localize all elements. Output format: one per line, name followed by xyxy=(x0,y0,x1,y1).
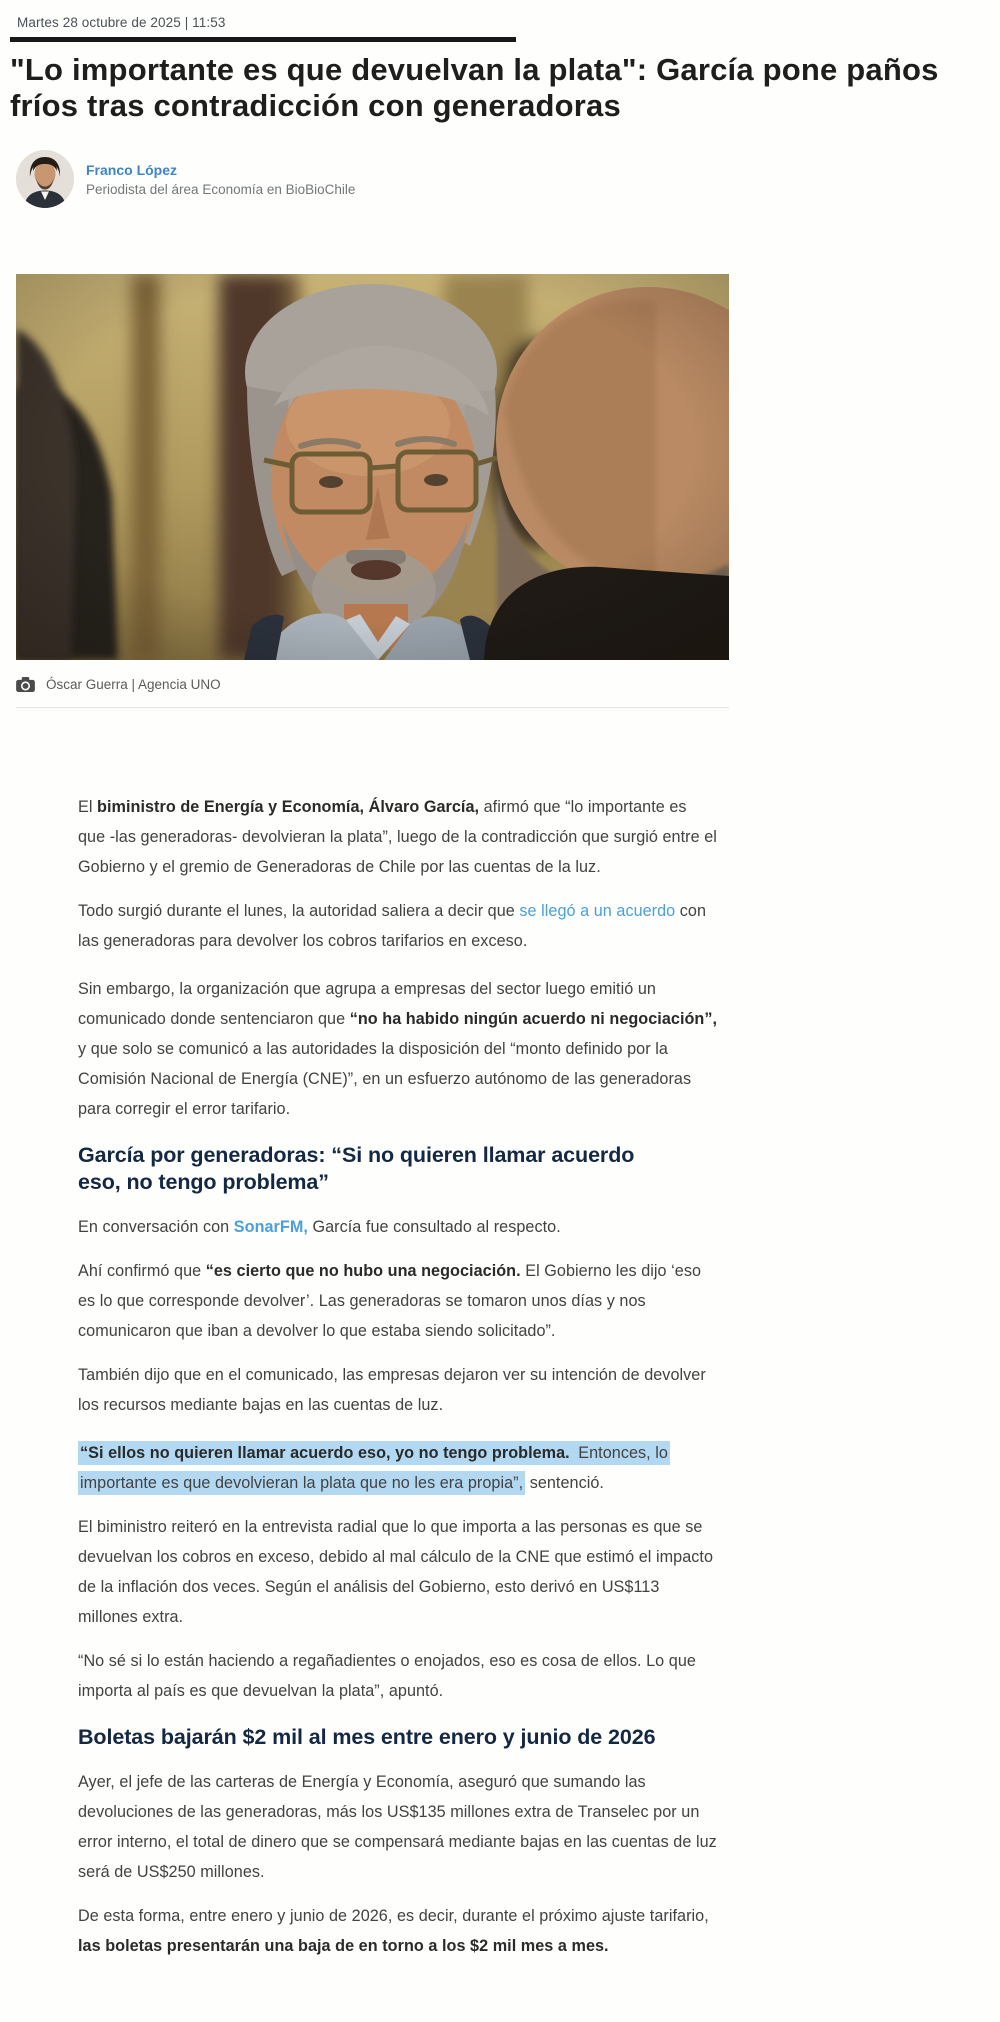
text-segment: Sin embargo, la organización que agrupa a empresas del sector luego emitió un comunicado donde sentenciaron que xyxy=(78,980,656,1028)
headline: "Lo importante es que devuelvan la plata": García pone paños fríos tras contradicción con generadoras xyxy=(10,52,939,123)
author-role: Periodista del área Economía en BioBioChile xyxy=(86,181,356,197)
article-paragraph xyxy=(78,1901,718,1961)
text-segment: afirmó que “lo importante es que -las generadoras- devolvieran la plata”, luego de la contradicción que surgió entre el Gobierno y el gremio de Generadoras de Chile por las cuentas de la luz. xyxy=(78,798,717,876)
author-block xyxy=(16,150,1000,208)
text-segment: El biministro reiteró en la entrevista radial que lo que importa a las personas es que se devuelvan los cobros en exceso, debido al mal cálculo de la CNE que estimó el impacto de la inflación dos veces. Según el análisis del Gobierno, esto derivó en US$113 millones extra. xyxy=(78,1518,714,1626)
section-heading: García por generadoras: “Si no quieren llamar acuerdo eso, no tengo problema” xyxy=(78,1143,635,1194)
article-paragraph xyxy=(78,1646,718,1706)
article-body xyxy=(78,792,718,1961)
bold-text: “Si ellos no quieren llamar acuerdo eso, yo no tengo problema. xyxy=(78,1441,572,1465)
photo-credit-text: Óscar Guerra | Agencia UNO xyxy=(46,677,221,692)
bold-text: biministro de Energía y Economía, Álvaro García, xyxy=(97,798,480,816)
article-photo-illustration xyxy=(16,274,729,660)
inline-link[interactable]: SonarFM, xyxy=(233,1218,308,1236)
bold-text: “no ha habido ningún acuerdo ni negociación”, xyxy=(349,1010,718,1028)
author-avatar-illustration xyxy=(16,150,74,208)
article-paragraph xyxy=(78,974,718,1124)
inline-link[interactable]: se llegó a un acuerdo xyxy=(519,902,676,920)
article-figure xyxy=(16,274,729,692)
article-paragraph xyxy=(78,1512,718,1632)
content-divider xyxy=(16,707,729,708)
author-avatar[interactable] xyxy=(16,150,74,208)
article-paragraph xyxy=(78,1256,718,1346)
article-photo xyxy=(16,274,729,660)
date-line: Martes 28 octubre de 2025 | 11:53 xyxy=(17,15,226,30)
article-paragraph xyxy=(78,792,718,882)
text-segment: Todo surgió durante el lunes, la autoridad saliera a decir que xyxy=(78,902,520,920)
article-paragraph xyxy=(78,896,718,956)
author-meta xyxy=(86,162,355,197)
text-segment: “No sé si lo están haciendo a regañadientes o enojados, eso es cosa de ellos. Lo que importa al país es que devuelvan la plata”, apuntó. xyxy=(78,1652,696,1700)
text-segment: También dijo que en el comunicado, las empresas dejaron ver su intención de devolver los recursos mediante bajas en las cuentas de luz. xyxy=(78,1366,706,1414)
photo-credit xyxy=(16,677,729,692)
text-segment: De esta forma, entre enero y junio de 2026, es decir, durante el próximo ajuste tarifario, xyxy=(78,1907,709,1925)
text-segment: El Gobierno les dijo ‘eso es lo que corresponde devolver’. Las generadoras se tomaron unos días y nos comunicaron que iban a devolver lo que estaba siendo solicitado”. xyxy=(78,1262,702,1340)
text-segment: sentenció. xyxy=(525,1474,604,1492)
title-rule xyxy=(10,37,516,42)
text-segment: En conversación con xyxy=(78,1218,234,1236)
text-segment: El xyxy=(78,798,98,816)
text-segment: García fue consultado al respecto. xyxy=(307,1218,561,1236)
article-paragraph xyxy=(78,1212,718,1242)
text-segment: y que solo se comunicó a las autoridades la disposición del “monto definido por la Comisión Nacional de Energía (CNE)”, en un esfuerzo autónomo de las generadoras para corregir el error tarifario. xyxy=(78,1040,692,1118)
bold-text: “es cierto que no hubo una negociación. xyxy=(205,1262,521,1280)
camera-icon xyxy=(16,677,35,692)
article-paragraph xyxy=(78,1767,718,1887)
article-paragraph xyxy=(78,1438,718,1498)
text-segment: Entonces, lo importante es que devolvieran la plata que no les era propia”, xyxy=(78,1441,670,1495)
bold-text: las boletas presentarán una baja de en torno a los $2 mil mes a mes. xyxy=(78,1937,609,1955)
author-name-link[interactable]: Franco López xyxy=(86,161,178,178)
section-heading: Boletas bajarán $2 mil al mes entre enero y junio de 2026 xyxy=(78,1725,656,1749)
text-segment: Ayer, el jefe de las carteras de Energía y Economía, aseguró que sumando las devoluciones de las generadoras, más los US$135 millones extra de Transelec por un error interno, el total de dinero que se compensará mediante bajas en las cuentas de luz será de US$250 millones. xyxy=(78,1773,717,1881)
text-segment: Ahí confirmó que xyxy=(78,1262,206,1280)
article-paragraph xyxy=(78,1360,718,1420)
text-segment: con las generadoras para devolver los cobros tarifarios en exceso. xyxy=(78,902,707,950)
